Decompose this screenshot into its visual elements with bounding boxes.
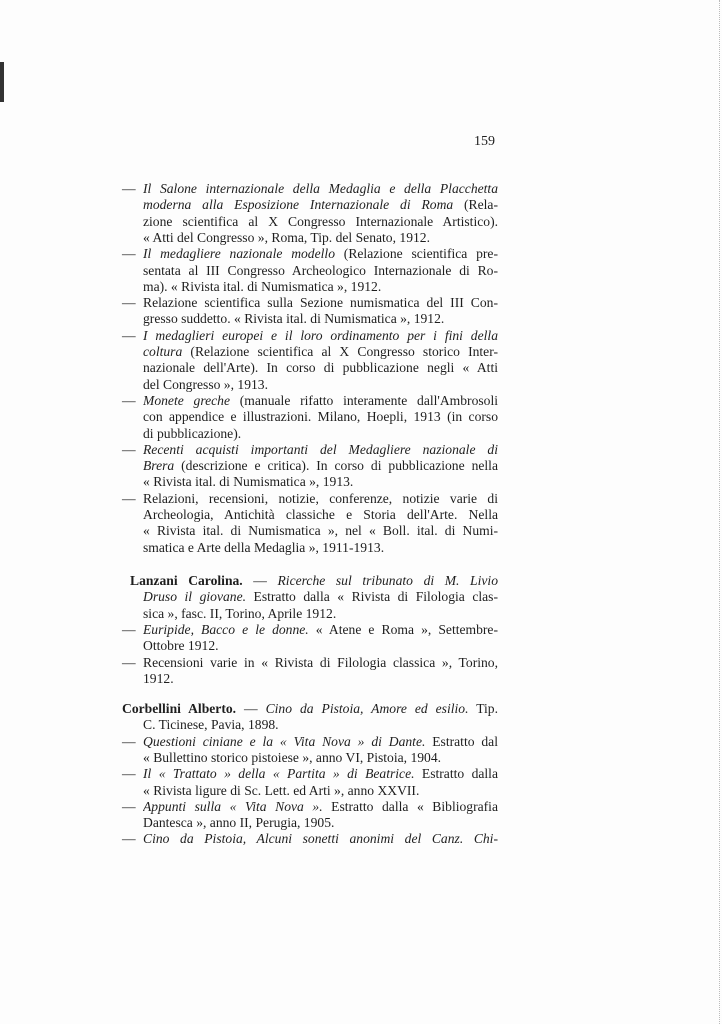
text-line [143, 798, 498, 815]
body-text: (Rela- [453, 197, 498, 213]
text-line [143, 588, 498, 605]
text-line [143, 376, 498, 393]
body-text: « Atti del Congresso », Roma, Tip. del Senato, 1912. [143, 229, 430, 245]
title-text: Il « Trattato » della « Partita » di Beatrice. [143, 766, 415, 782]
text-line [143, 408, 498, 425]
body-text: Tip. [468, 701, 498, 716]
entry-dash: — [122, 327, 136, 343]
body-text: Ottobre 1912. [143, 638, 219, 654]
text-line [143, 782, 498, 799]
text-line [143, 310, 498, 327]
body-text: Estratto dalla « Bibliografia [322, 798, 498, 814]
body-text: del Congresso », 1913. [143, 376, 268, 392]
body-text: Relazione scientifica sulla Sezione numismatica del III Con- [143, 295, 498, 311]
entry-dash: — [122, 246, 136, 262]
title-text: Monete greche [143, 392, 231, 408]
body-text: zione scientifica al X Congresso Internazionale Artistico). [143, 213, 498, 229]
page-edge [718, 0, 720, 1024]
text-line [143, 506, 498, 523]
body-text: ma). « Rivista ital. di Numismatica », 1912. [143, 278, 382, 294]
title-text: Recenti acquisti importanti del Medagliere nazionale di [143, 441, 498, 457]
text-line [143, 539, 498, 556]
title-text: Brera [143, 458, 175, 474]
body-text: (Relazione scientifica al X Congresso storico Inter- [182, 344, 498, 359]
text-line [143, 359, 498, 376]
text-line [143, 213, 498, 230]
text-line [143, 830, 498, 847]
body-text: (manuale rifatto interamente dall'Ambrosoli [230, 392, 498, 408]
text-line [143, 180, 498, 197]
text-line [143, 814, 498, 831]
text-line [143, 716, 498, 733]
entry-dash: — [122, 490, 136, 506]
author-name: Lanzani Carolina. [130, 573, 243, 588]
title-text: Cino da Pistoia, Amore ed esilio. [265, 701, 469, 716]
entry-dash: — [122, 654, 136, 670]
title-text: Questioni ciniane e la « Vita Nova » di Dante. [143, 733, 426, 749]
text-line [143, 343, 498, 360]
text-line [143, 490, 498, 507]
entry-dash: — [122, 831, 136, 847]
body-text: Estratto dal [425, 733, 498, 749]
body-text: Estratto dalla « Rivista di Filologia clas- [246, 589, 498, 605]
body-text: 1912. [143, 670, 174, 686]
title-text: moderna alla Esposizione Internazionale di Roma [143, 197, 454, 213]
body-text: smatica e Arte della Medaglia », 1911-1913. [143, 539, 385, 555]
text-line [143, 654, 498, 671]
scan-artifact [0, 62, 4, 102]
entry-dash: — [122, 621, 136, 637]
text-line [143, 637, 498, 654]
body-text: gresso suddetto. « Rivista ital. di Numismatica », 1912. [143, 311, 445, 327]
text-line [143, 621, 498, 638]
body-text: sentata al III Congresso Archeologico Internazionale di Ro- [143, 262, 498, 278]
entry-dash: — [122, 733, 136, 749]
text-line [143, 733, 498, 750]
body-text: « Atene e Roma », Settembre- [308, 621, 498, 637]
body-text: Archeologia, Antichità classiche e Storia dell'Arte. Nella [143, 507, 498, 522]
text-line [143, 441, 498, 458]
title-text: coltura [143, 344, 183, 359]
body-text: (descrizione e critica). In corso di pubblicazione nella [174, 458, 498, 474]
entry-dash: — [122, 295, 136, 311]
text-line [143, 605, 498, 622]
author-name: Corbellini Alberto. [122, 701, 237, 716]
text-line [143, 278, 498, 295]
body-text: Dantesca », anno II, Perugia, 1905. [143, 815, 335, 831]
text-line [143, 229, 498, 246]
title-text: Cino da Pistoia, Alcuni sonetti anonimi del Canz. Chi- [143, 831, 498, 847]
body-text: di pubblicazione). [143, 425, 242, 441]
body-text: — [236, 701, 266, 716]
body-text: « Rivista ital. di Numismatica », nel « Boll. ital. di Numi- [143, 523, 498, 539]
title-text: Appunti sulla « Vita Nova ». [143, 798, 323, 814]
entry-dash: — [122, 441, 136, 457]
body-text: (Relazione scientifica pre- [335, 246, 498, 262]
body-text: « Rivista ligure di Sc. Lett. ed Arti », anno XXVII. [143, 782, 420, 798]
title-text: I medaglieri europei e il loro ordinamento per i fini della [143, 327, 498, 343]
text-line [143, 749, 498, 766]
entry-dash: — [122, 766, 136, 782]
body-text: con appendice e illustrazioni. Milano, Hoepli, 1913 (in corso [143, 409, 498, 425]
body-text: « Bullettino storico pistoiese », anno VI, Pistoia, 1904. [143, 749, 442, 765]
text-line [143, 245, 498, 262]
title-text: Euripide, Bacco e le donne. [143, 621, 309, 637]
text-line [143, 765, 498, 782]
title-text: Il Salone internazionale della Medaglia e della Placchetta [143, 181, 498, 196]
text-line [143, 196, 498, 213]
title-text: Druso il giovane. [143, 589, 247, 605]
text-line [143, 670, 498, 687]
text-line [143, 392, 498, 409]
author-entry-line [122, 700, 498, 717]
body-text: C. Ticinese, Pavia, 1898. [143, 717, 279, 733]
body-text: Recensioni varie in « Rivista di Filologia classica », Torino, [143, 654, 498, 670]
body-text: — [242, 573, 278, 588]
title-text: Il medagliere nazionale modello [143, 246, 335, 262]
text-line [143, 327, 498, 344]
entry-dash: — [122, 798, 136, 814]
body-text: Relazioni, recensioni, notizie, conferenze, notizie varie di [143, 490, 498, 506]
entry-dash: — [122, 392, 136, 408]
body-text: « Rivista ital. di Numismatica », 1913. [143, 474, 354, 490]
page-number: 159 [474, 134, 495, 149]
entry-dash: — [122, 181, 136, 196]
text-line [143, 294, 498, 311]
text-line [143, 522, 498, 539]
body-text: nazionale dell'Arte). In corso di pubblicazione negli « Atti [143, 360, 498, 376]
text-line [143, 457, 498, 474]
text-line [143, 425, 498, 442]
text-line [143, 262, 498, 279]
body-text: sica », fasc. II, Torino, Aprile 1912. [143, 605, 337, 621]
body-text: Estratto dalla [414, 766, 498, 782]
text-line [143, 473, 498, 490]
author-entry-line [130, 572, 498, 589]
title-text: Ricerche sul tribunato di M. Livio [277, 573, 498, 588]
